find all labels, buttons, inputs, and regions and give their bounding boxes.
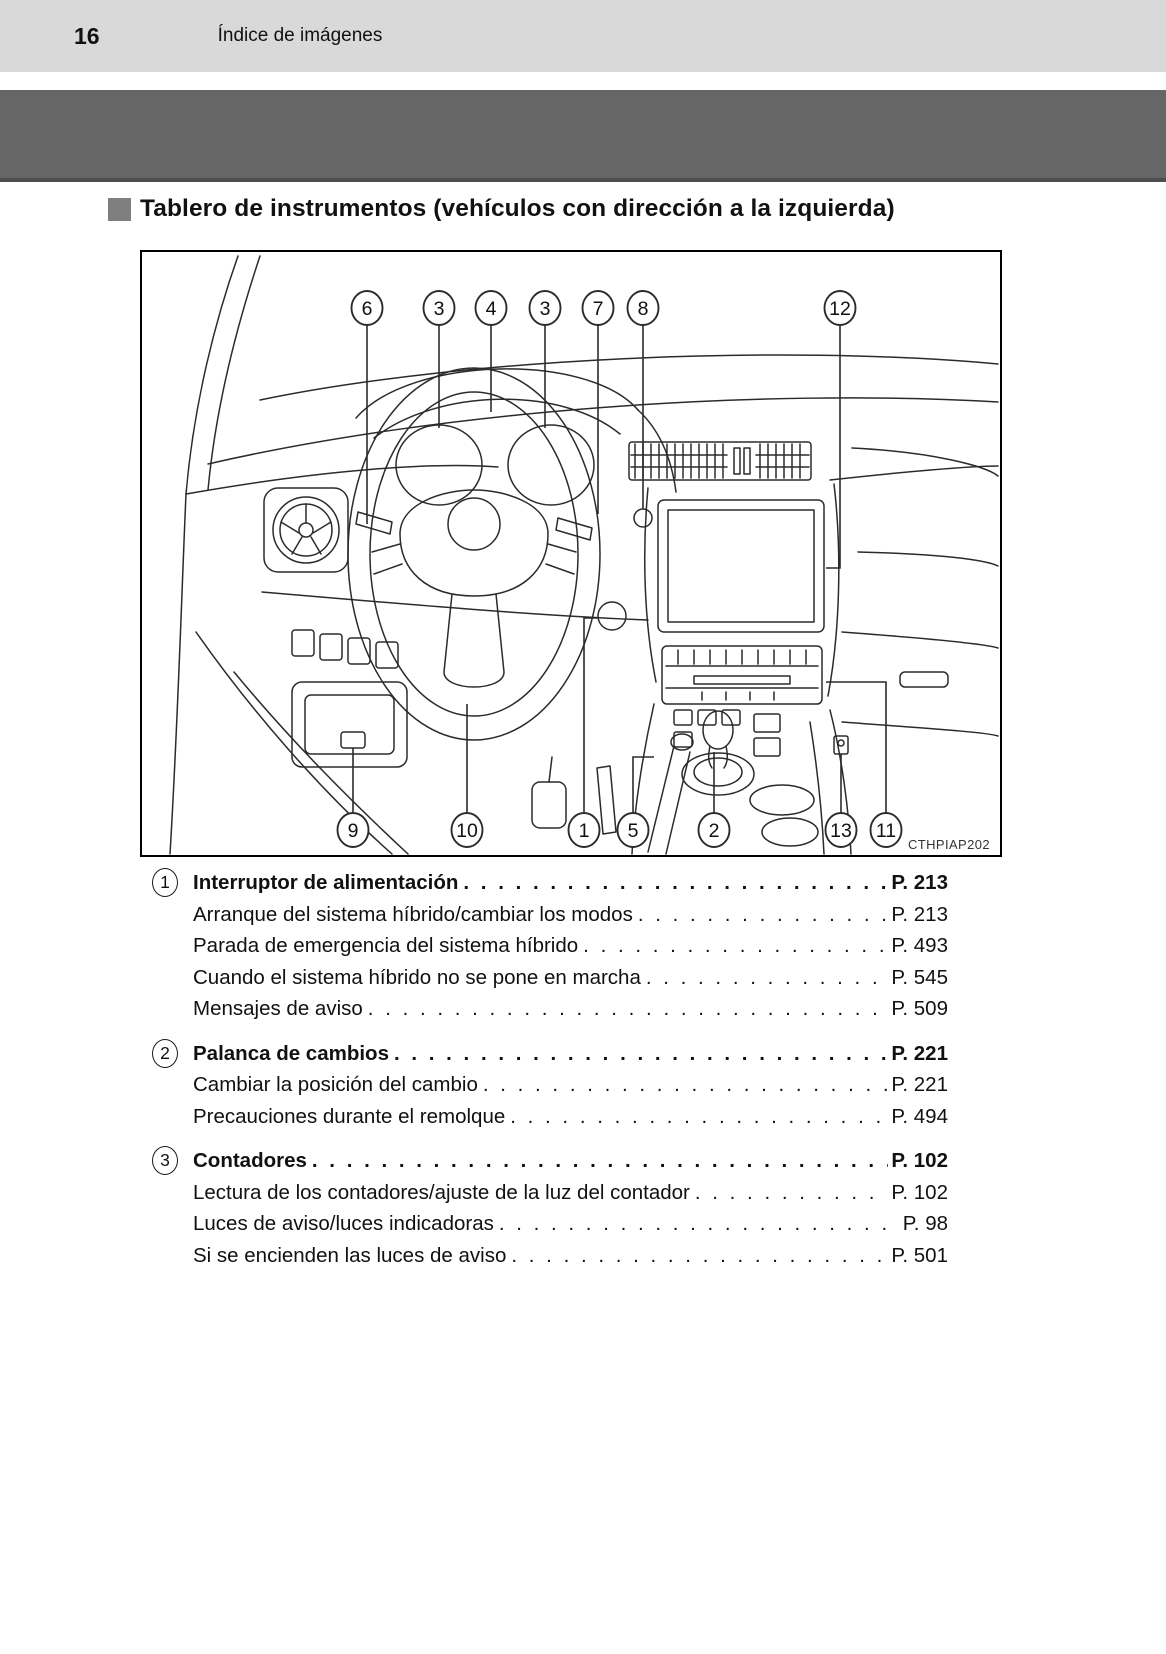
square-bullet-icon: [108, 198, 131, 221]
index-entry-label: Luces de aviso/luces indicadoras: [193, 1212, 494, 1235]
index-group: [152, 1038, 948, 1133]
dot-leader: [646, 962, 889, 994]
index-entry-row: [152, 930, 948, 962]
dot-leader: [368, 993, 889, 1025]
dot-leader: [583, 930, 888, 962]
callout-number-1: 1: [578, 820, 590, 842]
callout-leader-11: [826, 682, 886, 813]
item-number-cell: [152, 868, 193, 897]
callout-number-6: 6: [361, 298, 373, 320]
callout-number-2: 2: [708, 820, 720, 842]
index-group: [152, 867, 948, 1025]
chapter-banner: [0, 90, 1166, 182]
callout-number-9: 9: [347, 820, 359, 842]
section-title-text: Tablero de instrumentos (vehículos con dirección a la izquierda): [140, 195, 895, 222]
dot-leader: [510, 1101, 888, 1133]
item-number-badge: 1: [152, 868, 178, 897]
dot-leader: [483, 1069, 889, 1101]
index-entry-row: [152, 1240, 948, 1272]
index-entry-label: Mensajes de aviso: [193, 997, 363, 1020]
callout-number-8: 8: [637, 298, 649, 320]
dot-leader: [463, 867, 888, 899]
callout-number-5: 5: [627, 820, 639, 842]
page-reference: P. 494: [891, 1104, 948, 1128]
index-entry-label: Cambiar la posición del cambio: [193, 1073, 478, 1096]
dot-leader: [695, 1177, 888, 1209]
index-entry-label: Cuando el sistema híbrido no se pone en marcha: [193, 965, 641, 989]
callout-number-12: 12: [829, 298, 851, 320]
page-reference: P. 102: [891, 1180, 948, 1204]
callout-number-7: 7: [592, 298, 604, 320]
index-entry-label: Arranque del sistema híbrido/cambiar los modos: [193, 902, 633, 926]
index-group-title: Contadores: [193, 1149, 307, 1172]
index-entry-row: [152, 1069, 948, 1101]
item-number-badge: 2: [152, 1039, 178, 1068]
page-reference: P. 509: [891, 997, 948, 1020]
index-entry-row: [152, 1208, 948, 1240]
index-entry-row: [152, 899, 948, 931]
item-number-cell: [152, 1039, 193, 1068]
page-reference: P. 493: [891, 934, 948, 957]
index-group-title: Palanca de cambios: [193, 1041, 389, 1065]
callout-number-4: 4: [485, 298, 497, 320]
item-number-badge: 3: [152, 1146, 178, 1175]
index-entry-label: Lectura de los contadores/ajuste de la luz del contador: [193, 1180, 690, 1204]
index-entry-row: [152, 1101, 948, 1133]
dot-leader: [312, 1145, 888, 1177]
page-header: [0, 0, 1166, 72]
figure-code: CTHPIAP202: [907, 837, 990, 852]
dashboard-illustration: [142, 252, 1000, 855]
index-entry-row: [152, 993, 948, 1025]
page-reference: P. 213: [891, 871, 948, 894]
dashboard-diagram: [140, 250, 1002, 857]
index-entry-label: Precauciones durante el remolque: [193, 1104, 506, 1128]
index-entry-label: Si se encienden las luces de aviso: [193, 1243, 507, 1267]
header-title: Índice de imágenes: [217, 25, 383, 46]
index-entry-label: Parada de emergencia del sistema híbrido: [193, 934, 579, 957]
dot-leader: [499, 1208, 900, 1240]
dot-leader: [511, 1240, 888, 1272]
page-reference: P. 501: [891, 1243, 948, 1267]
callout-number-13: 13: [830, 820, 852, 842]
dot-leader: [638, 899, 889, 931]
index-group-title: Interruptor de alimentación: [193, 871, 459, 894]
callout-number-10: 10: [456, 820, 478, 842]
page-reference: P. 98: [902, 1212, 948, 1235]
index-group-title-row: [152, 867, 948, 899]
page-number: 16: [74, 22, 100, 49]
callout-leader-1: [584, 618, 598, 813]
page-reference: P. 221: [891, 1041, 948, 1065]
section-title: [108, 195, 895, 223]
index-entry-row: [152, 962, 948, 994]
item-number-cell: [152, 1146, 193, 1175]
index-group: [152, 1145, 948, 1271]
index-list: [152, 867, 948, 1284]
index-entry-row: [152, 1177, 948, 1209]
page-reference: P. 213: [891, 902, 948, 926]
index-group-title-row: [152, 1145, 948, 1177]
page-reference: P. 102: [891, 1149, 948, 1172]
index-group-title-row: [152, 1038, 948, 1070]
callout-number-3: 3: [433, 298, 445, 320]
page-reference: P. 221: [891, 1073, 948, 1096]
callout-number-3: 3: [539, 298, 551, 320]
callout-number-11: 11: [875, 820, 897, 842]
dot-leader: [394, 1038, 888, 1070]
page-reference: P. 545: [891, 965, 948, 989]
